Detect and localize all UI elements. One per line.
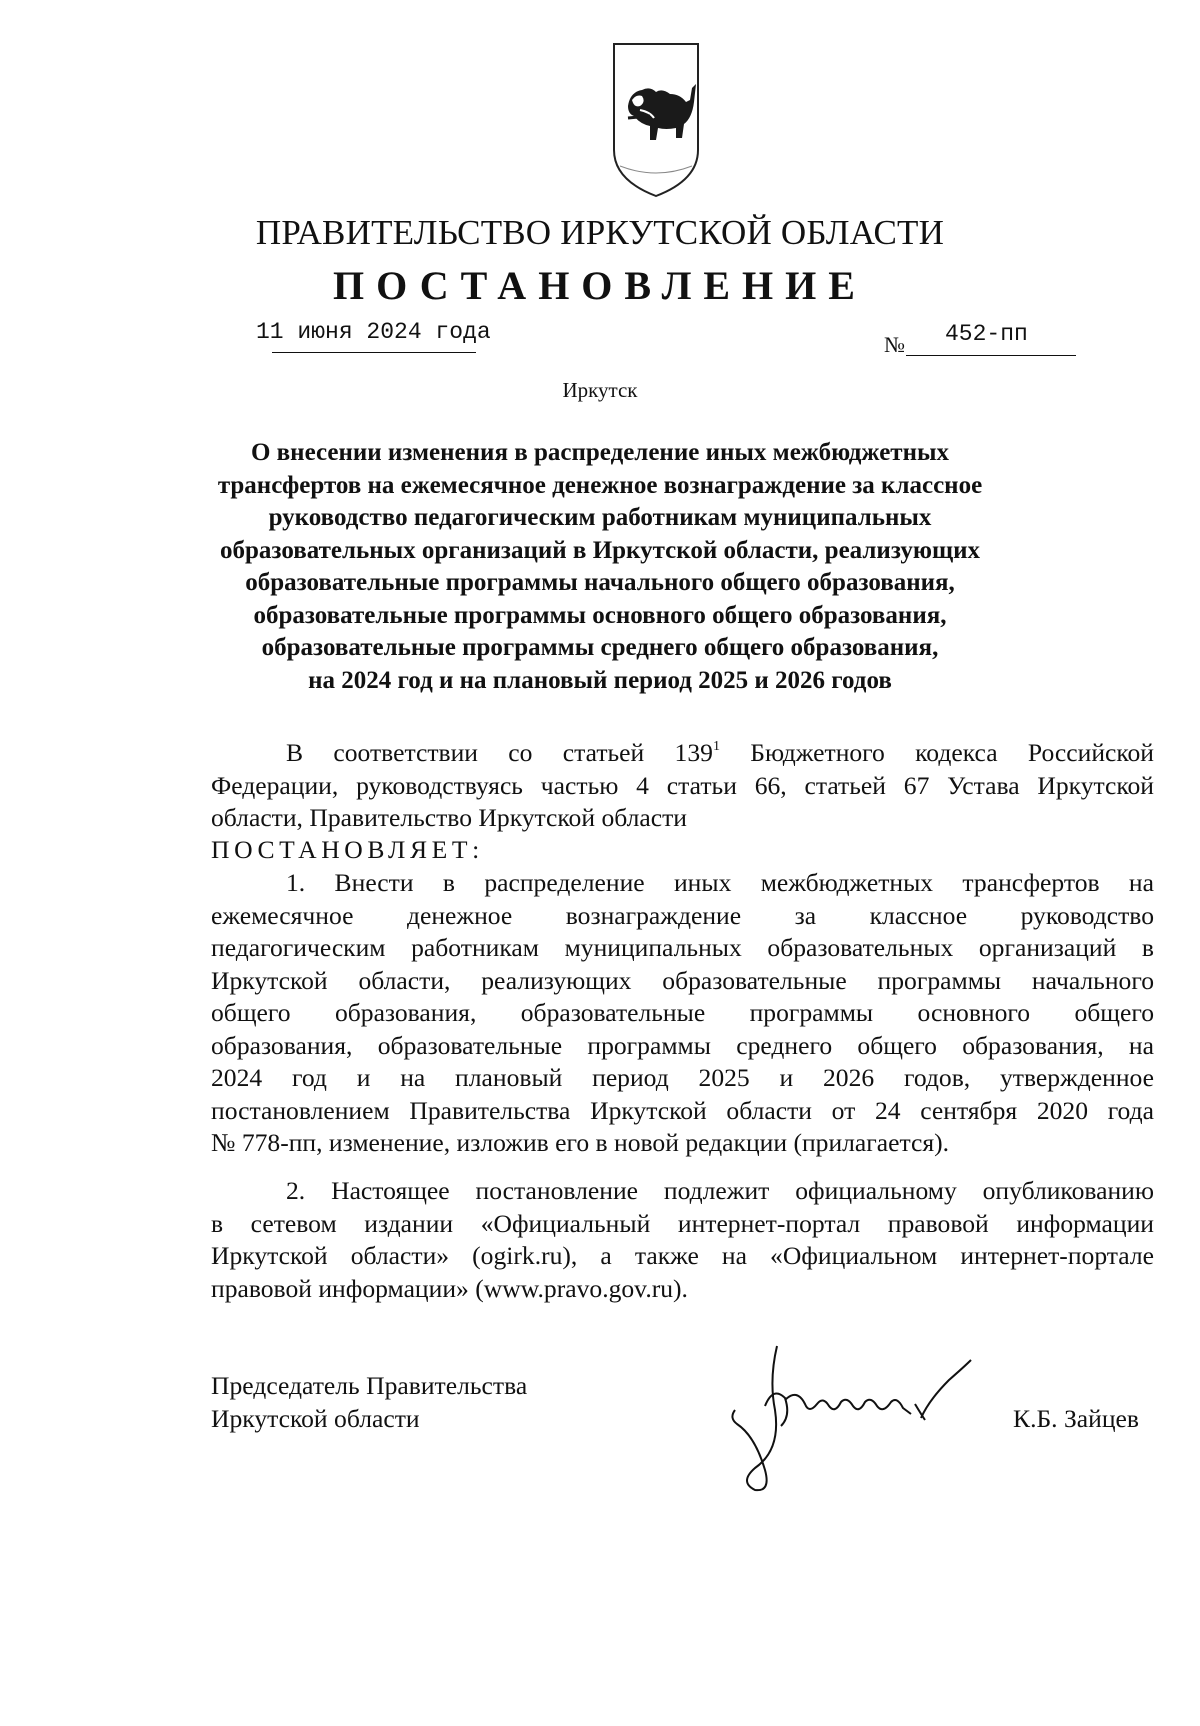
preamble-line: области, Правительство Иркутской области xyxy=(211,803,687,832)
handwritten-signature xyxy=(725,1340,985,1500)
preamble-paragraph xyxy=(211,737,1154,835)
item-2-paragraph xyxy=(211,1175,1154,1305)
item-line: постановлением Правительства Иркутской области от 24 сентября 2020 года xyxy=(211,1095,1154,1125)
title-line: руководство педагогическим работникам муниципальных xyxy=(268,504,932,531)
signer-position xyxy=(211,1370,527,1435)
date-underline xyxy=(272,352,476,353)
item-line: педагогическим работникам муниципальных образовательных организаций в xyxy=(211,933,1154,962)
document-number: 452-пп xyxy=(945,321,1028,347)
signer-name: К.Б. Зайцев xyxy=(1013,1404,1139,1433)
document-type: ПОСТАНОВЛЕНИЕ xyxy=(333,263,867,308)
preamble-line: Федерации, руководствуясь частью 4 статьи 66, статьей 67 Устава Иркутской xyxy=(211,770,1154,800)
item-line: 2. Настоящее постановление подлежит официальному опубликованию xyxy=(286,1176,1154,1205)
item-line: Иркутской области» (ogirk.ru), а также на «Официальном интернет-портале xyxy=(211,1241,1154,1270)
superscript: 1 xyxy=(712,739,720,754)
item-line: ежемесячное денежное вознаграждение за классное руководство xyxy=(211,900,1154,930)
item-line: общего образования, образовательные программы основного общего xyxy=(211,998,1154,1027)
item-line: 1. Внести в распределение иных межбюджетных трансфертов на xyxy=(286,868,1154,897)
title-line: образовательные программы начального общего образования, xyxy=(245,569,955,596)
item-line: образования, образовательные программы среднего общего образования, на xyxy=(211,1030,1154,1060)
resolves-heading: ПОСТАНОВЛЯЕТ: xyxy=(211,835,484,864)
document-title xyxy=(200,437,1000,697)
title-line: образовательных организаций в Иркутской области, реализующих xyxy=(220,536,980,564)
number-sign: № xyxy=(884,332,905,357)
title-line: трансфертов на ежемесячное денежное вознаграждение за классное xyxy=(217,471,983,499)
item-line: правовой информации» (www.pravo.gov.ru). xyxy=(211,1273,688,1303)
government-name: ПРАВИТЕЛЬСТВО ИРКУТСКОЙ ОБЛАСТИ xyxy=(255,213,945,252)
number-underline xyxy=(906,355,1076,356)
title-line: на 2024 год и на плановый период 2025 и 2026 годов xyxy=(308,666,892,694)
item-1-paragraph xyxy=(211,867,1154,1160)
city: Иркутск xyxy=(562,378,638,402)
item-line: № 778-пп, изменение, изложив его в новой редакции (прилагается). xyxy=(211,1128,950,1157)
title-line: образовательные программы среднего общего образования, xyxy=(261,634,939,661)
title-line: О внесении изменения в распределение иных межбюджетных xyxy=(250,439,950,466)
item-line: Иркутской области, реализующих образовательные программы начального xyxy=(211,965,1154,995)
coat-of-arms-emblem xyxy=(610,40,702,200)
signer-position-line: Иркутской области xyxy=(211,1403,420,1433)
item-line: 2024 год и на плановый период 2025 и 2026 годов, утвержденное xyxy=(211,1063,1154,1092)
title-line: образовательные программы основного общего образования, xyxy=(253,601,947,629)
document-date: 11 июня 2024 года xyxy=(256,319,491,345)
preamble-line: В соответствии со статьей $139^1$ Бюджетного кодекса Российской xyxy=(286,738,1155,767)
item-line: в сетевом издании «Официальный интернет-портал правовой информации xyxy=(211,1208,1154,1238)
signer-position-line: Председатель Правительства xyxy=(211,1371,528,1400)
